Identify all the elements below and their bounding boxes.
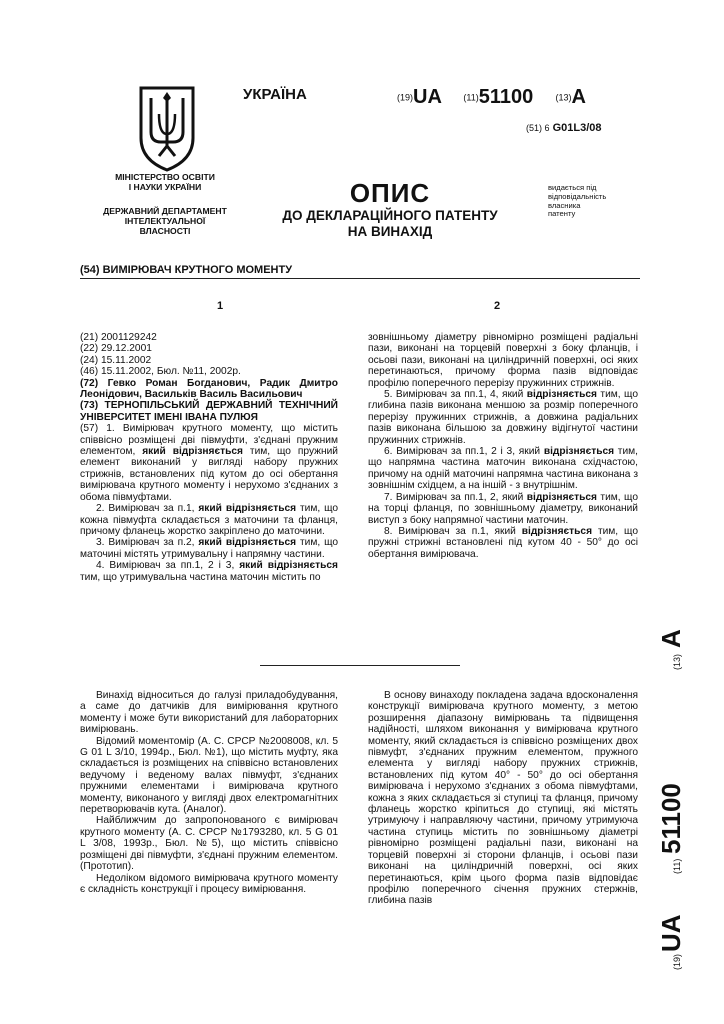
claim-4-continued: зовнішньому діаметру рівномірно розміщені радіальні пази, виконані на торцевій поверхні з боку фланців, і осьові пази, виконані на циліндричній поверхні, осі яких перетинаються, причому форма пазів відповідає профілю поперечного перерізу пружинних стрижнів. <box>368 332 638 389</box>
side-kind-code: A <box>656 629 686 648</box>
department-line: ІНТЕЛЕКТУАЛЬНОЇ <box>124 216 206 226</box>
claims-column-2 <box>368 332 638 560</box>
department-name <box>82 206 248 236</box>
section-divider <box>260 665 460 666</box>
ipc-classification <box>526 122 602 134</box>
biblio-72-inventors: (72) Гевко Роман Богданович, Радик Дмитро Леонідович, Васильків Василь Васильович <box>80 377 338 401</box>
description-column-2 <box>368 690 638 907</box>
biblio-24: (24) 15.11.2002 <box>80 354 152 366</box>
biblio-73-owner: (73) ТЕРНОПІЛЬСЬКИЙ ДЕРЖАВНИЙ ТЕХНІЧНИЙ УНІВЕРСИТЕТ ІМЕНІ ІВАНА ПУЛЮЯ <box>80 400 338 423</box>
description-paragraph: Найближчим до запропонованого є вимірювач крутного моменту (А. С. СРСР №1793280, кл. 5 G 01 L 3/08, 1993р., Бюл. №5), що містить співвісно розміщені дві півмуфти, з'єднані пружним елементом. (Прототип). <box>80 815 338 873</box>
claims-column-1 <box>80 332 338 583</box>
description-paragraph: Винахід відноситься до галузі приладобудування, а саме до датчиків для вимірювання крутного моменту і може бути використаний для лабораторних вимірювань. <box>80 690 338 736</box>
claim-6: 6. Вимірювач за пп.1, 2 і 3, який відрізняється тим, що напрямна частина маточин виконана східчастою, причому на одній маточині напрямна частина виконана з зовнішнім східцем, а на іншій - з внутрішнім. <box>368 446 638 492</box>
kind-code: A <box>571 86 586 108</box>
patent-identifiers <box>397 86 586 109</box>
document-subtitle <box>240 208 540 240</box>
description-paragraph: В основу винаходу покладена задача вдосконалення конструкції вимірювача крутного моменту, з метою розширення діапазону вимірювань та підвищення надійності, шляхом виконання у вимірювача крутного моменту, який складається із співвісно розміщених двох півмуфт, з'єднаних пружним елементом, пружного елемента у вигляді набору пружних стрижнів, встановлених під кутом 40° - 50° до осі обертання вимірювача і нерухомо з'єднаних з обома півмуфтами, кожна з яких складається зі ступиці та фланця, причому фланець жорстко кріпиться до ступиці, які містять утримуючу і направляючу частини, причому утримуюча частина ступиць містить по зовнішньому діаметрі рівномірно розміщені радіальні пази, виконані на торцевій поверхні зі сторони фланців, і осьові пази виконані на циліндричній поверхні, осі яких перетинаються, крім цього форма пазів відповідає профілю поперечного січення пружних стержнів, глибина пазів <box>368 690 638 907</box>
claim-3: 3. Вимірювач за п.2, який відрізняється тим, що маточині містять утримувальну і напрямну частини. <box>80 537 338 560</box>
side-country-code: UA <box>656 914 686 952</box>
issued-note <box>548 184 638 219</box>
code11-label: (11) <box>463 92 479 103</box>
claim-5: 5. Вимірювач за пп.1, 4, який відрізняється тим, що глибина пазів виконана меншою за розмір поперечного перерізу пружинних стрижнів, а довжина радіальних пазів виконана більшою за довжину відігнутої частини пружинних стрижнів. <box>368 389 638 446</box>
department-line: ДЕРЖАВНИЙ ДЕПАРТАМЕНТ <box>103 206 227 216</box>
country-code: UA <box>413 86 442 108</box>
ministry-name <box>90 172 240 192</box>
claim-1: (57) 1. Вимірювач крутного моменту, що містить співвісно розміщені дві півмуфти, з'єднані пружним елементом, який відрізняється тим, що пружний елемент виконаний у вигляді набору пружних стрижнів, встановлених під кутом до осі обертання вимірювача крутного моменту і нерухомо з'єднаних з обома півмуфтами. <box>80 423 338 503</box>
code13-label: (13) <box>555 92 572 103</box>
ukraine-emblem-icon <box>137 84 197 172</box>
side-code19-label: (19) <box>672 953 682 970</box>
document-title: ОПИС <box>349 178 431 208</box>
description-column-1 <box>80 690 338 895</box>
biblio-21: (21) 2001129242 <box>80 332 157 343</box>
side-patent-number: 51100 <box>656 783 686 854</box>
ministry-line: МІНІСТЕРСТВО ОСВІТИ <box>115 172 215 182</box>
country-name: УКРАЇНА <box>243 86 307 103</box>
issued-line: власника <box>548 200 581 210</box>
title-divider <box>80 278 640 279</box>
biblio-46: (46) 15.11.2002, Бюл. №11, 2002р. <box>80 366 241 378</box>
department-line: ВЛАСНОСТІ <box>139 226 191 236</box>
subtitle-line: ДО ДЕКЛАРАЦІЙНОГО ПАТЕНТУ <box>282 208 498 223</box>
claim-4: 4. Вимірювач за пп.1, 2 і 3, який відрізняється тим, що утримувальна частина маточин містить по <box>80 560 338 583</box>
issued-line: відповідальність <box>548 191 607 201</box>
subtitle-line: НА ВИНАХІД <box>347 224 433 239</box>
ministry-line: І НАУКИ УКРАЇНИ <box>128 182 202 192</box>
side-code13-label: (13) <box>672 653 682 670</box>
side-patent-identifier <box>650 602 690 972</box>
ipc-label: (51) 6 <box>526 123 550 133</box>
column-number-2: 2 <box>494 300 501 312</box>
issued-line: патенту <box>548 209 576 219</box>
code19-label: (19) <box>397 92 414 103</box>
issued-line: видається під <box>548 183 597 192</box>
column-number-1: 1 <box>217 300 224 312</box>
biblio-22: (22) 29.12.2001 <box>80 343 152 355</box>
invention-title: (54) ВИМІРЮВАЧ КРУТНОГО МОМЕНТУ <box>80 264 293 276</box>
ipc-code: G01L3/08 <box>552 122 602 134</box>
description-paragraph: Недоліком відомого вимірювача крутного моменту є складність конструкції і процесу вимірювання. <box>80 872 338 895</box>
claim-7: 7. Вимірювач за пп.1, 2, який відрізняється тим, що на торці фланця, по зовнішньому діаметру, виконаний виступ з боку напрямної частини маточин. <box>368 491 638 526</box>
description-paragraph: Відомий моментомір (А. С. СРСР №2008008, кл. 5 G 01 L 3/10, 1994р., Бюл. №1), що містить муфту, яка складається із розміщених на співвісно встановлених ведучому і веденому валах півмуфт, з'єднаних пружними елементами і вимірювача крутного моменту, виконаного у вигляді двох електромагнітних перетворювачів кута. (Аналог). <box>80 735 338 816</box>
claim-2: 2. Вимірювач за п.1, який відрізняється тим, що кожна півмуфта складається з маточини та фланця, причому фланець жорстко закріплено до маточини. <box>80 503 338 537</box>
side-code11-label: (11) <box>672 858 682 874</box>
patent-number: 51100 <box>478 86 534 108</box>
claim-8: 8. Вимірювач за п.1, який відрізняється тим, що пружні стрижні встановлені під кутом 40 - 50° до осі обертання вимірювача. <box>368 525 638 560</box>
